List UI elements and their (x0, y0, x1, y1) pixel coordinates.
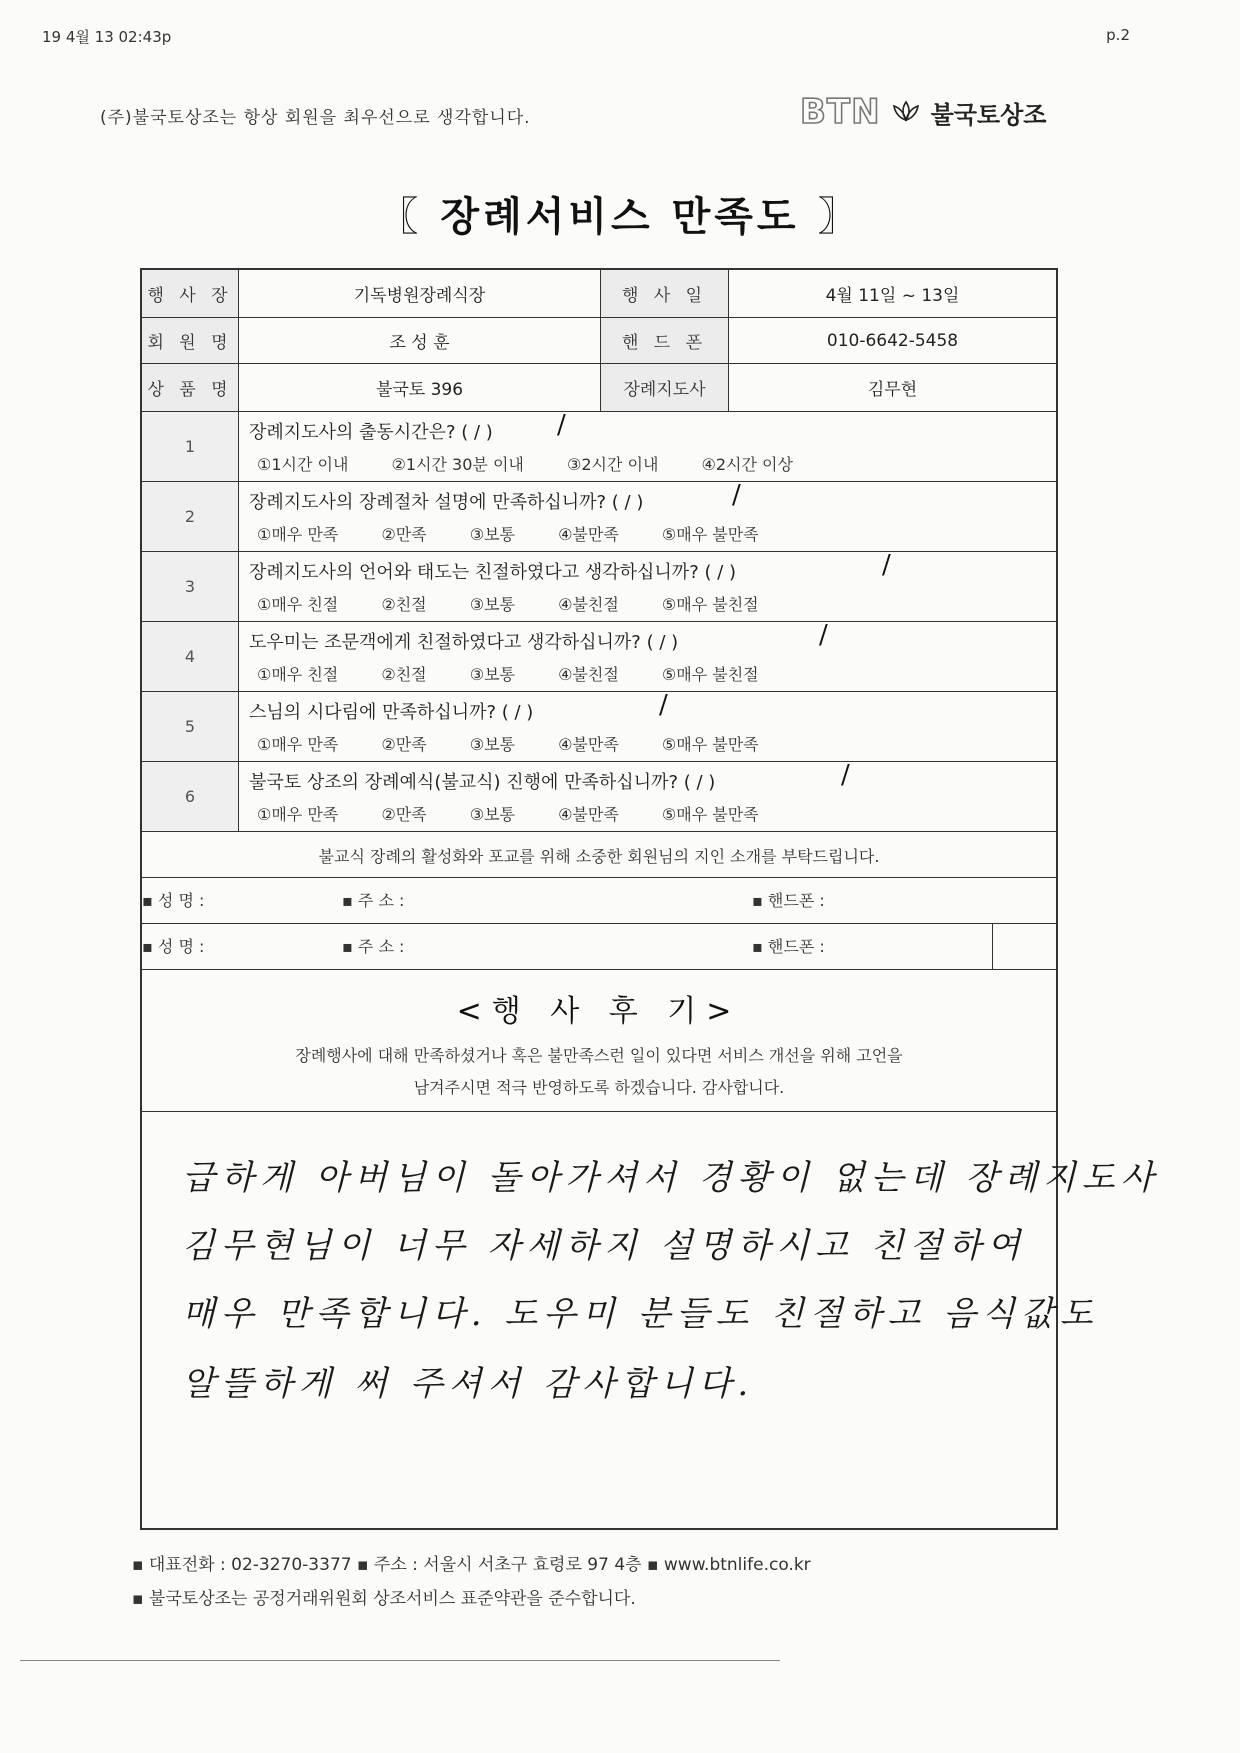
handwritten-answer-mark: / (882, 550, 891, 580)
question-row (142, 622, 1056, 692)
question-row (142, 762, 1056, 832)
handwritten-line: 매우 만족합니다. 도우미 분들도 친절하고 음식값도 (182, 1294, 1099, 1334)
info-row-venue (142, 270, 1056, 318)
option: ②만족 (381, 805, 427, 824)
question-row (142, 552, 1056, 622)
date-label: 행 사 일 (600, 270, 728, 317)
logo-text: 불국토상조 (930, 99, 1047, 129)
venue-label: 행 사 장 (142, 270, 238, 317)
title-text: 장례서비스 만족도 (440, 194, 800, 240)
handwritten-line: 알뜰하게 써 주셔서 감사합니다. (182, 1364, 755, 1404)
referral-address-label: ▪ 주 소 : (342, 891, 405, 910)
question-row (142, 482, 1056, 552)
info-row-product (142, 364, 1056, 412)
option: ①매우 만족 (257, 525, 339, 544)
footer-contact: ▪ 대표전화 : 02-3270-3377 ▪ 주소 : 서울시 서초구 효령로 97 4층 ▪ www.btnlife.co.kr (132, 1555, 811, 1575)
handwritten-answer-mark: / (819, 620, 828, 650)
question-text: 스님의 시다림에 만족하십니까? ( / ) (249, 702, 534, 723)
venue-value: 기독병원장례식장 (238, 270, 600, 317)
option: ①매우 친절 (257, 665, 339, 684)
option: ③2시간 이내 (566, 455, 659, 474)
option: ②친절 (381, 595, 427, 614)
title-bracket-close: 〗 (817, 194, 862, 240)
question-text: 장례지도사의 출동시간은? ( / ) (249, 422, 493, 443)
review-desc-line: 남겨주시면 적극 반영하도록 하겠습니다. 감사합니다. (413, 1078, 785, 1097)
handwritten-answer-mark: / (659, 690, 668, 720)
info-row-member (142, 318, 1056, 364)
referral-notice-row (142, 832, 1056, 878)
company-logo (800, 92, 1046, 132)
option: ⑤매우 불만족 (661, 805, 759, 824)
director-label: 장례지도사 (600, 364, 728, 411)
handwritten-answer-mark: / (557, 410, 566, 440)
product-value: 불국토 396 (238, 364, 600, 411)
option: ③보통 (469, 735, 515, 754)
question-text: 도우미는 조문객에게 친절하였다고 생각하십니까? ( / ) (249, 632, 679, 653)
option: ①1시간 이내 (257, 455, 349, 474)
review-desc-line: 장례행사에 대해 만족하셨거나 혹은 불만족스런 일이 있다면 서비스 개선을 위해 고언을 (295, 1046, 903, 1065)
handwritten-answer-mark: / (841, 760, 850, 790)
review-description (192, 1040, 1006, 1104)
handwritten-answer-mark: / (732, 480, 741, 510)
option: ④불만족 (558, 805, 619, 824)
answer-options (257, 662, 797, 685)
referral-address-label: ▪ 주 소 : (342, 937, 405, 956)
review-header (142, 970, 1056, 1112)
option: ④불만족 (558, 525, 619, 544)
option: ①매우 만족 (257, 805, 339, 824)
fax-timestamp: 19 4월 13 02:43p (42, 28, 172, 46)
handwritten-line: 급하게 아버님이 돌아가셔서 경황이 없는데 장례지도사 (182, 1158, 1160, 1198)
option: ③보통 (469, 665, 515, 684)
member-label: 회 원 명 (142, 318, 238, 363)
option: ④2시간 이상 (701, 455, 793, 474)
referral-name-label: ▪ 성 명 : (142, 891, 205, 910)
option: ⑤매우 불친절 (661, 595, 759, 614)
referral-row (142, 924, 1056, 970)
question-number: 6 (142, 762, 238, 831)
answer-options (257, 522, 797, 545)
question-number: 1 (142, 412, 238, 481)
title-bracket-open: 〖 (378, 194, 423, 240)
fax-page-number: p.2 (1106, 26, 1130, 44)
member-value: 조 성 훈 (238, 318, 600, 363)
page-title (0, 185, 1240, 242)
answer-options (257, 802, 797, 825)
answer-options (257, 732, 797, 755)
question-number: 4 (142, 622, 238, 691)
referral-phone-label: ▪ 핸드폰 : (752, 937, 825, 956)
option: ①매우 만족 (257, 735, 339, 754)
option: ④불친절 (558, 595, 619, 614)
question-number: 2 (142, 482, 238, 551)
question-row (142, 692, 1056, 762)
cell-divider (992, 924, 993, 969)
question-number: 3 (142, 552, 238, 621)
option: ②만족 (381, 525, 427, 544)
product-label: 상 품 명 (142, 364, 238, 411)
option: ③보통 (469, 805, 515, 824)
phone-label: 핸 드 폰 (600, 318, 728, 363)
director-value: 김무현 (728, 364, 1056, 411)
phone-value: 010-6642-5458 (728, 318, 1056, 363)
logo-btn-mark: BTN (800, 92, 881, 132)
answer-options (257, 592, 797, 615)
lotus-icon (889, 98, 923, 126)
referral-row (142, 878, 1056, 924)
referral-name-label: ▪ 성 명 : (142, 937, 205, 956)
question-row (142, 412, 1056, 482)
option: ⑤매우 불만족 (661, 735, 759, 754)
referral-phone-label: ▪ 핸드폰 : (752, 891, 825, 910)
handwritten-line: 김무현님이 너무 자세하지 설명하시고 친절하여 (182, 1226, 1027, 1266)
option: ①매우 친절 (257, 595, 339, 614)
question-number: 5 (142, 692, 238, 761)
page-divider (20, 1660, 780, 1661)
question-text: 장례지도사의 장례절차 설명에 만족하십니까? ( / ) (249, 492, 644, 513)
option: ④불친절 (558, 665, 619, 684)
review-title: <행 사 후 기> (456, 994, 742, 1029)
answer-options (257, 452, 831, 475)
company-motto: (주)불국토상조는 항상 회원을 최우선으로 생각합니다. (100, 108, 531, 128)
question-text: 장례지도사의 언어와 태도는 친절하였다고 생각하십니까? ( / ) (249, 562, 737, 583)
option: ②1시간 30분 이내 (391, 455, 524, 474)
option: ②친절 (381, 665, 427, 684)
option: ③보통 (469, 525, 515, 544)
option: ⑤매우 불친절 (661, 665, 759, 684)
satisfaction-form (140, 268, 1160, 1530)
option: ⑤매우 불만족 (661, 525, 759, 544)
referral-notice: 불교식 장례의 활성화와 포교를 위해 소중한 회원님의 지인 소개를 부탁드립니다. (318, 847, 880, 866)
option: ③보통 (469, 595, 515, 614)
date-value: 4월 11일 ~ 13일 (728, 270, 1056, 317)
option: ④불만족 (558, 735, 619, 754)
footer-notice: ▪ 불국토상조는 공정거래위원회 상조서비스 표준약관을 준수합니다. (132, 1589, 636, 1609)
option: ②만족 (381, 735, 427, 754)
question-text: 불국토 상조의 장례예식(불교식) 진행에 만족하십니까? ( / ) (249, 772, 716, 793)
